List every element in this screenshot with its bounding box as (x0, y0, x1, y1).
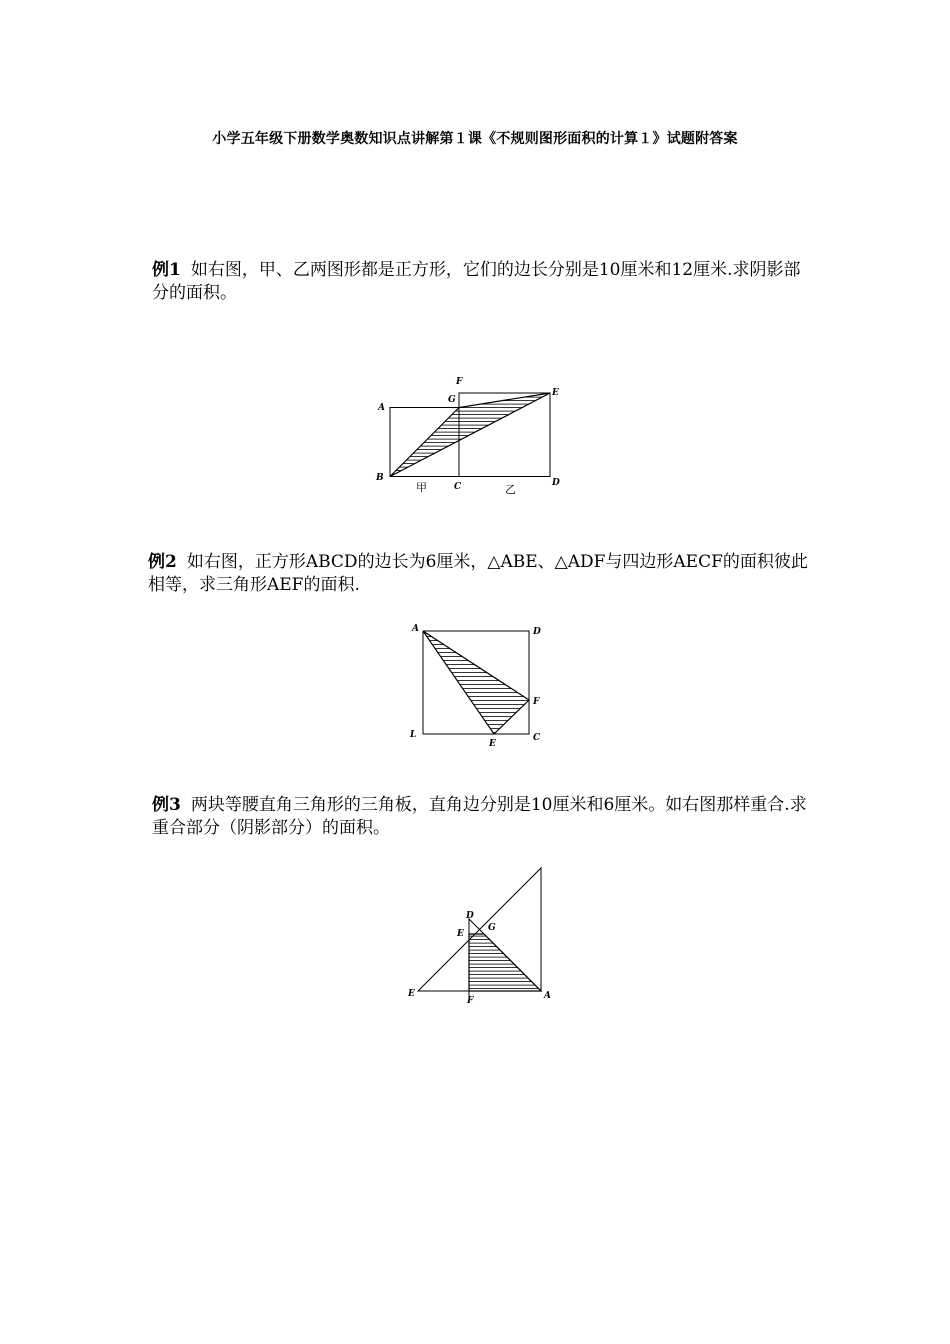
figure-1 (370, 372, 570, 497)
label-c: C (533, 733, 541, 743)
label-f: F (456, 377, 463, 387)
label-d: D (466, 911, 474, 921)
shaded-overlap (469, 934, 541, 991)
label-f: F (533, 697, 540, 707)
label-b: B (376, 473, 384, 483)
problem-text: 两块等腰直角三角形的三角板，直角边分别是10厘米和6厘米。如右图那样重合.求重合部分（阴影部分）的面积。 (152, 795, 807, 838)
label-d: D (552, 478, 560, 488)
figure-3 (400, 862, 560, 1007)
problem-1 (152, 259, 812, 305)
problem-text: 如右图，正方形ABCD的边长为6厘米，△ABE、△ADF与四边形AECF的面积彼此相等，求三角形AEF的面积. (148, 552, 808, 595)
label-g: G (448, 395, 456, 405)
label-a: A (412, 624, 419, 634)
shaded-triangle-aef (423, 631, 529, 734)
label-a: A (378, 403, 385, 413)
label-jia: 甲 (416, 481, 427, 494)
label-d: D (533, 627, 541, 637)
problem-label: 例1 (152, 260, 181, 280)
label-c: C (454, 482, 462, 492)
label-e: E (457, 929, 464, 939)
page-title: 小学五年级下册数学奥数知识点讲解第１课《不规则图形面积的计算１》试题附答案 (212, 131, 738, 147)
label-e: E (489, 739, 496, 749)
label-b: L (410, 730, 417, 740)
label-a: A (544, 991, 551, 1001)
figure-2 (405, 620, 555, 750)
label-f: F (467, 996, 474, 1006)
label-b: E (408, 989, 415, 999)
label-yi: 乙 (505, 483, 516, 496)
problem-label: 例3 (152, 795, 181, 815)
problem-text: 如右图，甲、乙两图形都是正方形，它们的边长分别是10厘米和12厘米.求阴影部分的面积。 (152, 260, 801, 303)
shaded-triangle (390, 393, 550, 477)
problem-label: 例2 (148, 552, 177, 572)
problem-2 (148, 551, 808, 597)
label-e: E (552, 388, 559, 398)
label-g: G (488, 923, 496, 933)
problem-3 (152, 794, 812, 840)
